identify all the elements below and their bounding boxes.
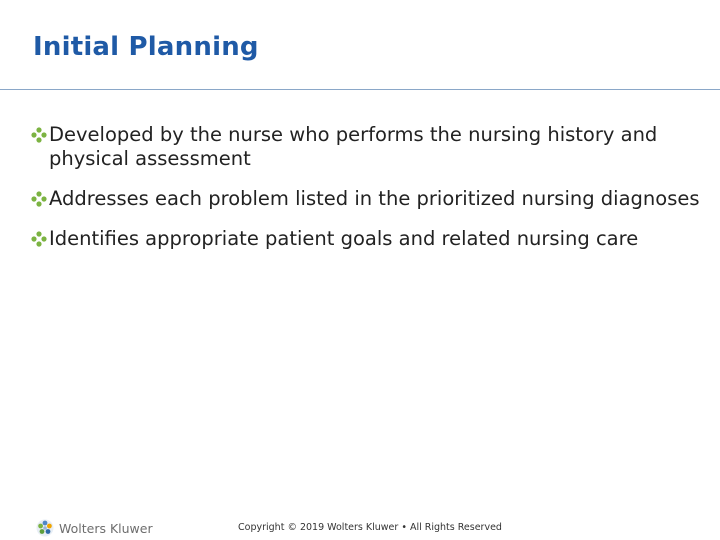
list-item [31, 227, 711, 251]
bullet-list [31, 123, 711, 267]
bullet-text: Identifies appropriate patient goals and related nursing care [49, 227, 639, 250]
copyright-notice: Copyright © 2019 Wolters Kluwer • All Rights Reserved [238, 522, 502, 533]
list-item [31, 187, 711, 211]
bullet-text: Addresses each problem listed in the prioritized nursing diagnoses [49, 187, 700, 210]
diamond-bullet-icon [31, 227, 49, 251]
wolters-kluwer-logo-icon [36, 519, 54, 537]
list-item [31, 123, 711, 171]
bullet-text: Developed by the nurse who performs the nursing history and physical assessment [49, 123, 658, 170]
wolters-kluwer-logo [36, 519, 153, 537]
title-divider [0, 89, 720, 90]
diamond-bullet-icon [31, 123, 49, 147]
slide-title: Initial Planning [33, 32, 259, 62]
diamond-bullet-icon [31, 187, 49, 211]
logo-text: Wolters Kluwer [59, 520, 153, 536]
